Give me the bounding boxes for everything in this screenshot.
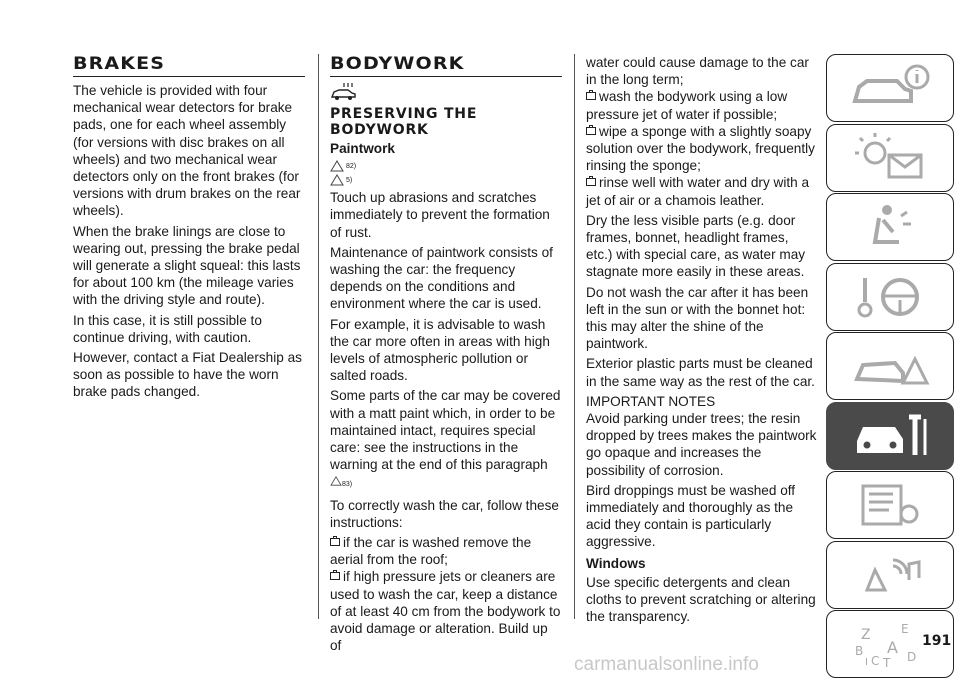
paragraph: In this case, it is still possible to continue driving, with caution.: [73, 312, 262, 345]
index-letter: B: [855, 644, 864, 658]
bullet-icon: [330, 538, 340, 546]
paragraph: Do not wash the car after it has been left in the sun or with the bonnet hot: this may alter the shine of the paintwork.: [586, 284, 809, 352]
lights-message-icon: [845, 133, 935, 183]
car-info-icon: [845, 63, 935, 113]
paragraph: Dry the less visible parts (e.g. door frames, bonnet, headlight frames, etc.) with special care, as water may stagnate more easily in these areas.: [586, 212, 806, 280]
index-letter: C: [871, 654, 880, 668]
warning-ref-number: 82): [346, 162, 357, 170]
warning-reference: [330, 159, 562, 173]
paragraph: Bird droppings must be washed off immediately and thoroughly as the acid they contain is particularly aggressive.: [586, 482, 796, 550]
warning-triangle-icon: [845, 341, 935, 391]
warning-reference: [330, 173, 562, 187]
paragraph: However, contact a Fiat Dealership as soon as possible to have the worn brake pads changed.: [73, 350, 302, 400]
list-item: if high pressure jets or cleaners are used to wash the car, keep a distance of at least 40 cm from the bodywork to avoid damage or alteration. Build up of: [330, 569, 561, 654]
index-letter: D: [907, 650, 917, 664]
page-number: 191: [922, 633, 952, 649]
tab-starting-driving[interactable]: [826, 263, 954, 331]
paragraph: Use specific detergents and clean cloths to prevent scratching or altering the transparency.: [586, 574, 816, 625]
warning-hand-icon: [330, 160, 344, 172]
multimedia-icon: [845, 550, 935, 600]
column-bodywork: [330, 54, 562, 654]
paragraph: Touch up abrasions and scratches immediately to prevent the formation of rust.: [330, 190, 550, 240]
index-letter: E: [901, 622, 909, 636]
index-letter: A: [887, 638, 898, 657]
paragraph: water could cause damage to the car in the long term;: [586, 55, 809, 88]
tab-technical-data[interactable]: [826, 471, 954, 539]
important-notes-label: IMPORTANT NOTES: [586, 393, 716, 409]
warning-hand-icon: [330, 174, 344, 186]
paragraph: To correctly wash the car, follow these instructions:: [330, 497, 559, 530]
index-letter: I: [865, 657, 868, 668]
section-heading-brakes: BRAKES: [73, 54, 166, 74]
bullet-icon: [586, 127, 596, 135]
paragraph: When the brake linings are close to wearing out, pressing the brake pedal will generate a slight squeal: this lasts for about 100 km (the mileage varies with the driving style and route).: [73, 223, 301, 308]
bullet-icon: [586, 92, 596, 100]
paragraph: Exterior plastic parts must be cleaned in the same way as the rest of the car.: [586, 356, 815, 389]
subheading: PRESERVING THE: [330, 106, 478, 122]
heading-rule: [73, 76, 305, 77]
key-steering-wheel-icon: [845, 272, 935, 322]
watermark: carmanualsonline.info: [574, 654, 759, 675]
section-title-paintwork: Paintwork: [330, 141, 395, 156]
paragraph: Maintenance of paintwork consists of washing the car: the frequency depends on the conditions and environment where the car is used.: [330, 244, 553, 312]
paragraph: Avoid parking under trees; the resin dropped by trees makes the paintwork go opaque and increases the possibility of corrosion.: [586, 411, 817, 478]
column-divider: [574, 54, 575, 619]
column-divider: [318, 54, 319, 619]
tab-car-info[interactable]: [826, 54, 954, 122]
list-item: rinse well with water and dry with a jet of air or a chamois leather.: [586, 175, 810, 208]
tab-emergency[interactable]: [826, 332, 954, 400]
car-service-wrench-icon: [845, 411, 935, 461]
tab-multimedia[interactable]: [826, 541, 954, 609]
bullet-icon: [330, 572, 340, 580]
index-letter: Z: [861, 627, 871, 643]
car-wash-icon: [330, 82, 562, 102]
warning-hand-icon: [330, 476, 342, 486]
paragraph: For example, it is advisable to wash the car more often in areas with high levels of atmospheric pollution or salted roads.: [330, 316, 550, 384]
index-letter: T: [883, 656, 891, 669]
warning-ref-number: 83): [342, 481, 353, 489]
list-item: wash the bodywork using a low pressure jet of water if possible;: [586, 89, 788, 122]
paragraph: The vehicle is provided with four mechanical wear detectors for brake pads, one for each wheel assembly (for versions with disc brakes on all wheels) and two mechanical wear detectors only on the front brakes (for versions with drum brakes on the rear wheels).: [73, 83, 301, 219]
section-title-windows: Windows: [586, 555, 646, 571]
tab-safety[interactable]: [826, 193, 954, 261]
tab-maintenance[interactable]: [826, 402, 954, 470]
seat-airbag-icon: [845, 202, 935, 252]
list-item: wipe a sponge with a slightly soapy solution over the bodywork, frequently rinsing the sponge;: [586, 123, 815, 174]
warning-ref-number: 5): [346, 176, 353, 184]
section-heading-bodywork: BODYWORK: [330, 54, 465, 74]
tab-lights-messages[interactable]: [826, 124, 954, 192]
column-brakes: [73, 54, 305, 404]
chapter-tabs: [826, 54, 954, 680]
column-continued: [586, 54, 818, 629]
bullet-icon: [586, 178, 596, 186]
heading-rule: [330, 76, 562, 77]
paragraph: Some parts of the car may be covered with a matt paint which, in order to be maintained intact, requires special care: see the instructions in the warning at the end of this paragraph 83): [330, 388, 561, 489]
list-item: if the car is washed remove the aerial from the roof;: [330, 535, 532, 568]
subheading: BODYWORK: [330, 122, 429, 138]
technical-data-icon: [845, 480, 935, 530]
